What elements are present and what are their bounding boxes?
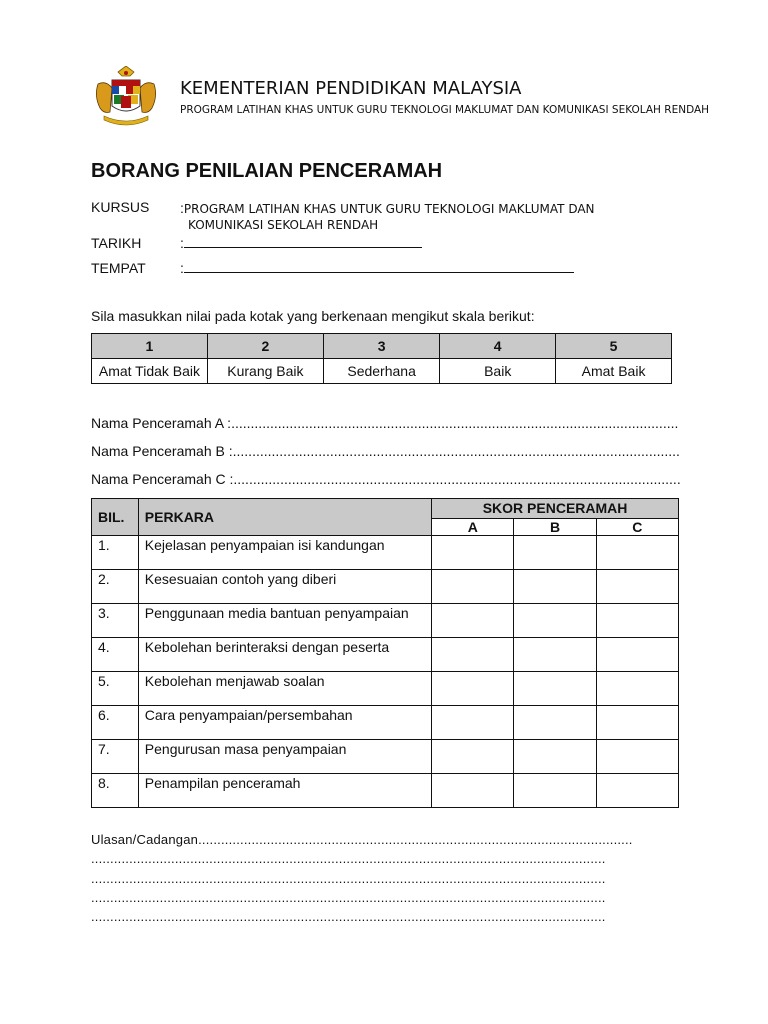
score-cell-a[interactable] — [432, 740, 514, 774]
col-bil-header: BIL. — [92, 499, 139, 536]
scale-number: 3 — [323, 334, 439, 359]
row-number: 4. — [92, 638, 139, 672]
score-cell-c[interactable] — [596, 774, 678, 808]
score-cell-b[interactable] — [514, 638, 596, 672]
tarikh-colon: : — [180, 235, 184, 251]
col-skor-header: SKOR PENCERAMAH — [432, 499, 679, 519]
scale-label: Sederhana — [323, 359, 439, 384]
col-perkara-header: PERKARA — [138, 499, 431, 536]
kursus-value-line2: KOMUNIKASI SEKOLAH RENDAH — [188, 218, 379, 232]
score-cell-b[interactable] — [514, 740, 596, 774]
row-number: 3. — [92, 604, 139, 638]
kursus-colon: : — [180, 200, 184, 216]
table-header-row — [92, 499, 679, 519]
row-item: Kebolehan menjawab soalan — [138, 672, 431, 706]
score-cell-c[interactable] — [596, 706, 678, 740]
row-item: Pengurusan masa penyampaian — [138, 740, 431, 774]
row-number: 2. — [92, 570, 139, 604]
scale-number-row — [92, 334, 672, 359]
ulasan-line[interactable]: ....................................................................................................................................... — [91, 909, 606, 924]
tarikh-label: TARIKH — [91, 235, 142, 251]
score-cell-a[interactable] — [432, 570, 514, 604]
row-item: Penampilan penceramah — [138, 774, 431, 808]
score-cell-b[interactable] — [514, 570, 596, 604]
row-number: 7. — [92, 740, 139, 774]
score-cell-b[interactable] — [514, 672, 596, 706]
row-number: 6. — [92, 706, 139, 740]
scale-table — [91, 333, 672, 384]
score-cell-c[interactable] — [596, 672, 678, 706]
row-item: Kebolehan berinteraksi dengan peserta — [138, 638, 431, 672]
speaker-c-field[interactable]: Nama Penceramah C :................................................................................................................... — [91, 471, 681, 487]
scale-label: Kurang Baik — [207, 359, 323, 384]
speaker-b-field[interactable]: Nama Penceramah B :................................................................................................................... — [91, 443, 680, 459]
table-row — [92, 570, 679, 604]
scale-number: 5 — [556, 334, 672, 359]
scale-number: 4 — [440, 334, 556, 359]
scale-number: 2 — [207, 334, 323, 359]
tarikh-line[interactable] — [184, 235, 422, 248]
tempat-label: TEMPAT — [91, 260, 146, 276]
scale-label-row — [92, 359, 672, 384]
tempat-line[interactable] — [184, 260, 574, 273]
ulasan-line[interactable]: ....................................................................................................................................... — [91, 890, 606, 905]
row-item: Kesesuaian contoh yang diberi — [138, 570, 431, 604]
score-cell-a[interactable] — [432, 638, 514, 672]
table-row — [92, 706, 679, 740]
row-item: Kejelasan penyampaian isi kandungan — [138, 536, 431, 570]
tempat-field[interactable] — [180, 260, 574, 276]
speaker-a-field[interactable]: Nama Penceramah A :................................................................................................................... — [91, 415, 679, 431]
kursus-value — [180, 200, 595, 216]
scale-label: Amat Baik — [556, 359, 672, 384]
row-number: 1. — [92, 536, 139, 570]
table-row — [92, 672, 679, 706]
ulasan-line[interactable]: ....................................................................................................................................... — [91, 851, 606, 866]
kursus-value-line1: PROGRAM LATIHAN KHAS UNTUK GURU TEKNOLOGI MAKLUMAT DAN — [183, 202, 595, 216]
scale-label: Amat Tidak Baik — [92, 359, 208, 384]
score-cell-c[interactable] — [596, 638, 678, 672]
score-cell-b[interactable] — [514, 706, 596, 740]
scale-label: Baik — [440, 359, 556, 384]
score-cell-c[interactable] — [596, 740, 678, 774]
sub-col-b: B — [514, 518, 596, 535]
score-cell-b[interactable] — [514, 536, 596, 570]
instruction-text: Sila masukkan nilai pada kotak yang berkenaan mengikut skala berikut: — [91, 308, 535, 324]
score-cell-b[interactable] — [514, 604, 596, 638]
evaluation-table — [91, 498, 679, 808]
sub-col-c: C — [596, 518, 678, 535]
scale-number: 1 — [92, 334, 208, 359]
row-number: 5. — [92, 672, 139, 706]
tempat-colon: : — [180, 260, 184, 276]
score-cell-c[interactable] — [596, 536, 678, 570]
score-cell-a[interactable] — [432, 672, 514, 706]
row-item: Penggunaan media bantuan penyampaian — [138, 604, 431, 638]
tarikh-field[interactable] — [180, 235, 422, 251]
table-row — [92, 740, 679, 774]
score-cell-a[interactable] — [432, 604, 514, 638]
table-row — [92, 774, 679, 808]
sub-col-a: A — [432, 518, 514, 535]
score-cell-b[interactable] — [514, 774, 596, 808]
table-row — [92, 638, 679, 672]
ulasan-label-line[interactable]: Ulasan/Cadangan.................................................................................................................. — [91, 832, 633, 847]
row-number: 8. — [92, 774, 139, 808]
row-item: Cara penyampaian/persembahan — [138, 706, 431, 740]
score-cell-a[interactable] — [432, 706, 514, 740]
ulasan-line[interactable]: ....................................................................................................................................... — [91, 871, 606, 886]
table-row — [92, 604, 679, 638]
score-cell-c[interactable] — [596, 604, 678, 638]
ministry-title: KEMENTERIAN PENDIDIKAN MALAYSIA — [180, 78, 522, 99]
score-cell-a[interactable] — [432, 536, 514, 570]
score-cell-c[interactable] — [596, 570, 678, 604]
table-row — [92, 536, 679, 570]
program-subtitle: PROGRAM LATIHAN KHAS UNTUK GURU TEKNOLOGI MAKLUMAT DAN KOMUNIKASI SEKOLAH RENDAH — [180, 104, 710, 116]
score-cell-a[interactable] — [432, 774, 514, 808]
kursus-label: KURSUS — [91, 199, 150, 215]
malaysia-coat-of-arms-icon — [90, 66, 162, 128]
form-title: BORANG PENILAIAN PENCERAMAH — [91, 160, 443, 182]
